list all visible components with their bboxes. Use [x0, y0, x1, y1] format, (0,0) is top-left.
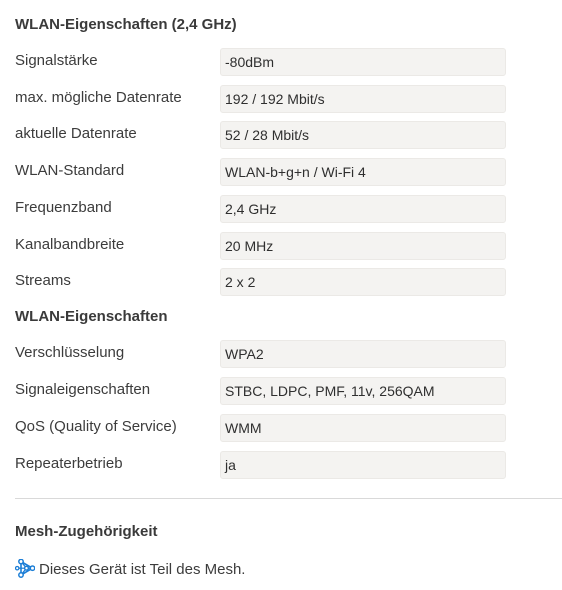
label-signalstaerke: Signalstärke — [15, 52, 98, 69]
value-signalstaerke: -80dBm — [220, 48, 506, 76]
row-signaleigenschaften — [0, 377, 562, 405]
label-kanalbandbreite: Kanalbandbreite — [15, 236, 125, 253]
value-qos: WMM — [220, 414, 506, 442]
label-repeaterbetrieb: Repeaterbetrieb — [15, 455, 123, 472]
mesh-status-text: Dieses Gerät ist Teil des Mesh. — [39, 560, 246, 578]
value-streams: 2 x 2 — [220, 268, 506, 296]
label-frequenzband: Frequenzband — [15, 199, 112, 216]
mesh-status — [15, 558, 245, 580]
section-title-wlan-2-4: WLAN-Eigenschaften (2,4 GHz) — [15, 16, 237, 33]
value-max-datenrate: 192 / 192 Mbit/s — [220, 85, 506, 113]
label-verschluesselung: Verschlüsselung — [15, 344, 125, 361]
section-title-wlan: WLAN-Eigenschaften — [15, 308, 168, 325]
section-title-mesh: Mesh-Zugehörigkeit — [15, 523, 158, 540]
label-wlan-standard: WLAN-Standard — [15, 162, 125, 179]
row-wlan-standard — [0, 158, 562, 186]
label-aktuelle-datenrate: aktuelle Datenrate — [15, 125, 137, 142]
value-wlan-standard: WLAN-b+g+n / Wi-Fi 4 — [220, 158, 506, 186]
value-signaleigenschaften: STBC, LDPC, PMF, 11v, 256QAM — [220, 377, 506, 405]
value-frequenzband: 2,4 GHz — [220, 195, 506, 223]
section-divider — [15, 498, 562, 499]
row-streams — [0, 268, 562, 296]
mesh-icon — [15, 559, 35, 579]
row-aktuelle-datenrate — [0, 121, 562, 149]
label-signaleigenschaften: Signaleigenschaften — [15, 381, 151, 398]
row-max-datenrate — [0, 85, 562, 113]
row-frequenzband — [0, 195, 562, 223]
label-qos: QoS (Quality of Service) — [15, 418, 177, 435]
value-aktuelle-datenrate: 52 / 28 Mbit/s — [220, 121, 506, 149]
value-verschluesselung: WPA2 — [220, 340, 506, 368]
row-signalstaerke — [0, 48, 562, 76]
row-qos — [0, 414, 562, 442]
label-max-datenrate: max. mögliche Datenrate — [15, 89, 182, 106]
row-repeaterbetrieb — [0, 451, 562, 479]
label-streams: Streams — [15, 272, 71, 289]
value-repeaterbetrieb: ja — [220, 451, 506, 479]
row-kanalbandbreite — [0, 232, 562, 260]
value-kanalbandbreite: 20 MHz — [220, 232, 506, 260]
row-verschluesselung — [0, 340, 562, 368]
